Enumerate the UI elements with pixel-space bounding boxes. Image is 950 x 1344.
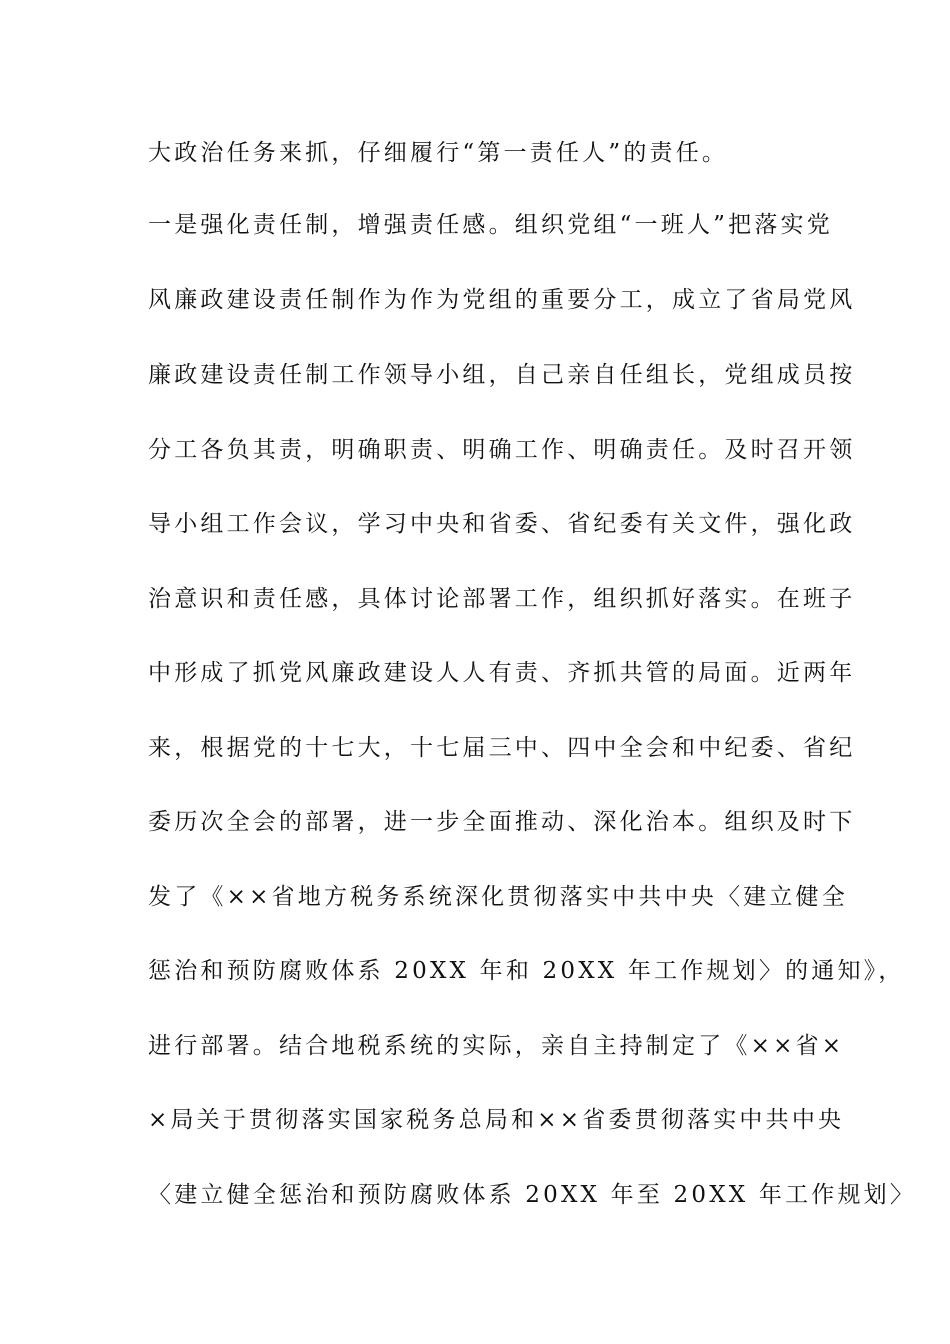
text-line-10: 委历次全会的部署，进一步全面推动、深化治本。组织及时下	[148, 809, 856, 835]
text-line-11: 发了《××省地方税务系统深化贯彻落实中共中央〈建立健全	[148, 884, 848, 910]
text-line-6: 导小组工作会议，学习中央和省委、省纪委有关文件，强化政	[148, 511, 856, 537]
text-line-12: 惩治和预防腐败体系 20XX 年和 20XX 年工作规划〉的通知》，	[148, 958, 905, 984]
text-line-8: 中形成了抓党风廉政建设人人有责、齐抓共管的局面。近两年	[148, 660, 856, 686]
text-line-3: 风廉政建设责任制作为作为党组的重要分工，成立了省局党风	[148, 287, 856, 313]
text-line-2: 一是强化责任制，增强责任感。组织党组“一班人”把落实党	[148, 212, 833, 238]
text-line-14: ×局关于贯彻落实国家税务总局和××省委贯彻落实中共中央	[148, 1107, 845, 1133]
text-line-1: 大政治任务来抓，仔细履行“第一责任人”的责任。	[148, 140, 729, 166]
text-line-13: 进行部署。结合地税系统的实际，亲自主持制定了《××省×	[148, 1033, 845, 1059]
text-line-7: 治意识和责任感，具体讨论部署工作，组织抓好落实。在班子	[148, 586, 856, 612]
text-line-9: 来，根据党的十七大，十七届三中、四中全会和中纪委、省纪	[148, 735, 856, 761]
text-line-15: 〈建立健全惩治和预防腐败体系 20XX 年至 20XX 年工作规划〉	[148, 1182, 917, 1208]
text-line-5: 分工各负其责，明确职责、明确工作、明确责任。及时召开领	[148, 437, 856, 463]
text-line-4: 廉政建设责任制工作领导小组，自己亲自任组长，党组成员按	[148, 362, 856, 388]
